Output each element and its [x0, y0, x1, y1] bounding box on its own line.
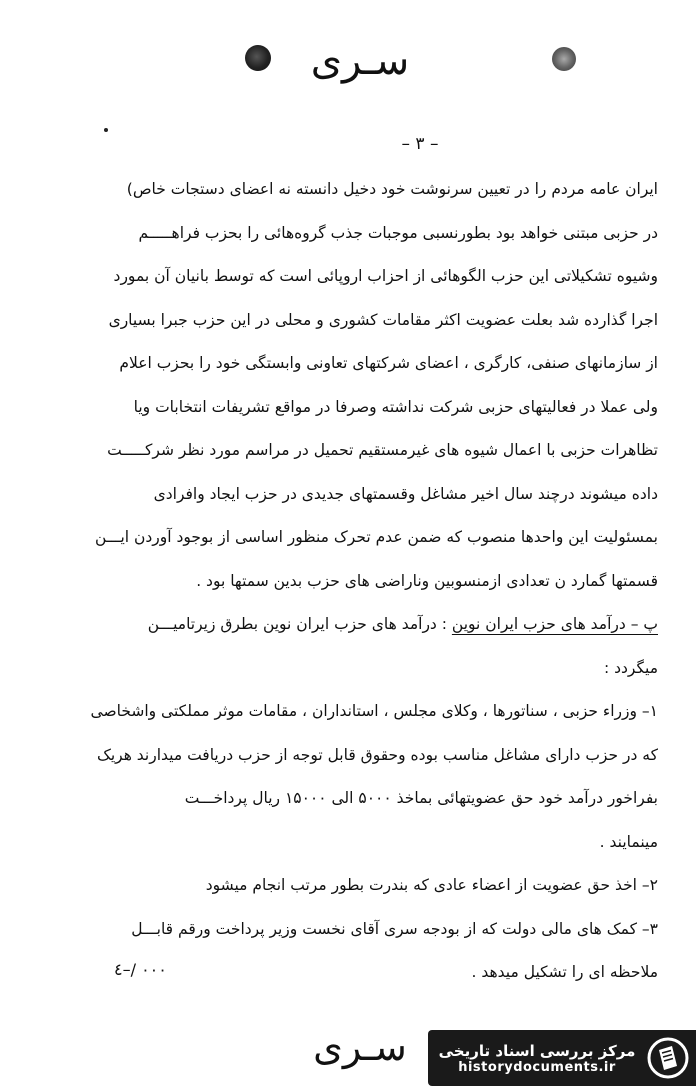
list-item: ۳– کمک های مالی دولت که از بودجه سری آقای نخست وزیر پرداخت ورقم قابـــل: [131, 919, 658, 938]
body-line: از سازمانهای صنفی، کارگری ، اعضای شرکتهای تعاونی وابستگی خود را بحزب اعلام: [119, 354, 658, 372]
body-line: داده میشوند درچند سال اخیر مشاغل وقسمتهای جدیدی در حزب ایجاد وافرادی: [153, 484, 658, 503]
footer-reference: ٤–/ ۰۰۰: [114, 960, 167, 979]
list-item: ۲– اخذ حق عضویت از اعضاء عادی که بندرت بطور مرتب انجام میشود: [205, 876, 658, 894]
body-line: تظاهرات حزبی با اعمال شیوه های غیرمستقیم تحمیل در مراسم مورد نظر شرکـــــت: [107, 441, 658, 459]
ink-stamp-right: [552, 47, 576, 71]
body-line: ایران عامه مردم را در تعیین سرنوشت خود دخیل دانسته نه اعضای دستجات خاص): [126, 180, 658, 198]
ink-stamp-left: [245, 45, 271, 71]
body-line: مینمایند .: [599, 832, 658, 851]
watermark-badge: [428, 1030, 696, 1086]
body-line: میگردد :: [603, 658, 658, 677]
watermark-title: مرکز بررسی اسناد تاریخی: [438, 1041, 636, 1060]
body-line: ولی عملا در فعالیتهای حزبی شرکت نداشته وصرفا در مواقع تشریفات انتخابات ویا: [133, 397, 658, 416]
section-heading-text: پ – درآمد های حزب ایران نوین : درآمد های حزب ایران نوین بطرق زیرتامیـــن: [147, 615, 658, 633]
classification-header: سـری: [310, 38, 410, 84]
underlined-heading-phrase: پ – درآمد های حزب ایران نوین: [451, 615, 658, 633]
body-line: بفراخور درآمد خود حق عضویتهائی بماخذ ۵۰۰۰ الی ۱۵۰۰۰ ریال پرداخـــت: [184, 789, 658, 807]
page-number: – ۳ –: [401, 134, 439, 154]
body-line: در حزبی مبتنی خواهد بود بطورنسبی موجبات جذب گروه‌هائی را بحزب فراهـــــم: [138, 223, 658, 242]
body-line: قسمتها گمارد ن تعدادی ازمنسوبین وناراضی های حزب بدین سمتها بود .: [196, 571, 658, 590]
archive-logo-icon: [646, 1036, 690, 1080]
body-line: بمسئولیت این واحدها منصوب که ضمن عدم تحرک منظور اساسی از بوجود آوردن ایـــن: [95, 528, 658, 546]
document-body: [38, 168, 658, 995]
body-line: اجرا گذارده شد بعلت عضویت اکثر مقامات کشوری و محلی در این حزب جبرا بسیاری: [108, 310, 658, 329]
list-item: ۱– وزراء حزبی ، سناتورها ، وکلای مجلس ، استانداران ، مقامات موثر مملکتی واشخاصی: [90, 702, 658, 720]
body-line: وشیوه تشکیلاتی این حزب الگوهائی از احزاب اروپائی است که توسط بانیان آن بمورد: [113, 267, 658, 285]
body-line: که در حزب دارای مشاغل مناسب بوده وحقوق قابل توجه از حزب دریافت میدارند هریک: [96, 745, 658, 764]
classification-footer: سـری: [313, 1025, 407, 1069]
body-line: ملاحظه ای را تشکیل میدهد .: [471, 963, 658, 981]
ink-dot: [104, 128, 108, 132]
section-heading-line: [38, 603, 658, 647]
watermark-url: historydocuments.ir: [458, 1059, 616, 1075]
